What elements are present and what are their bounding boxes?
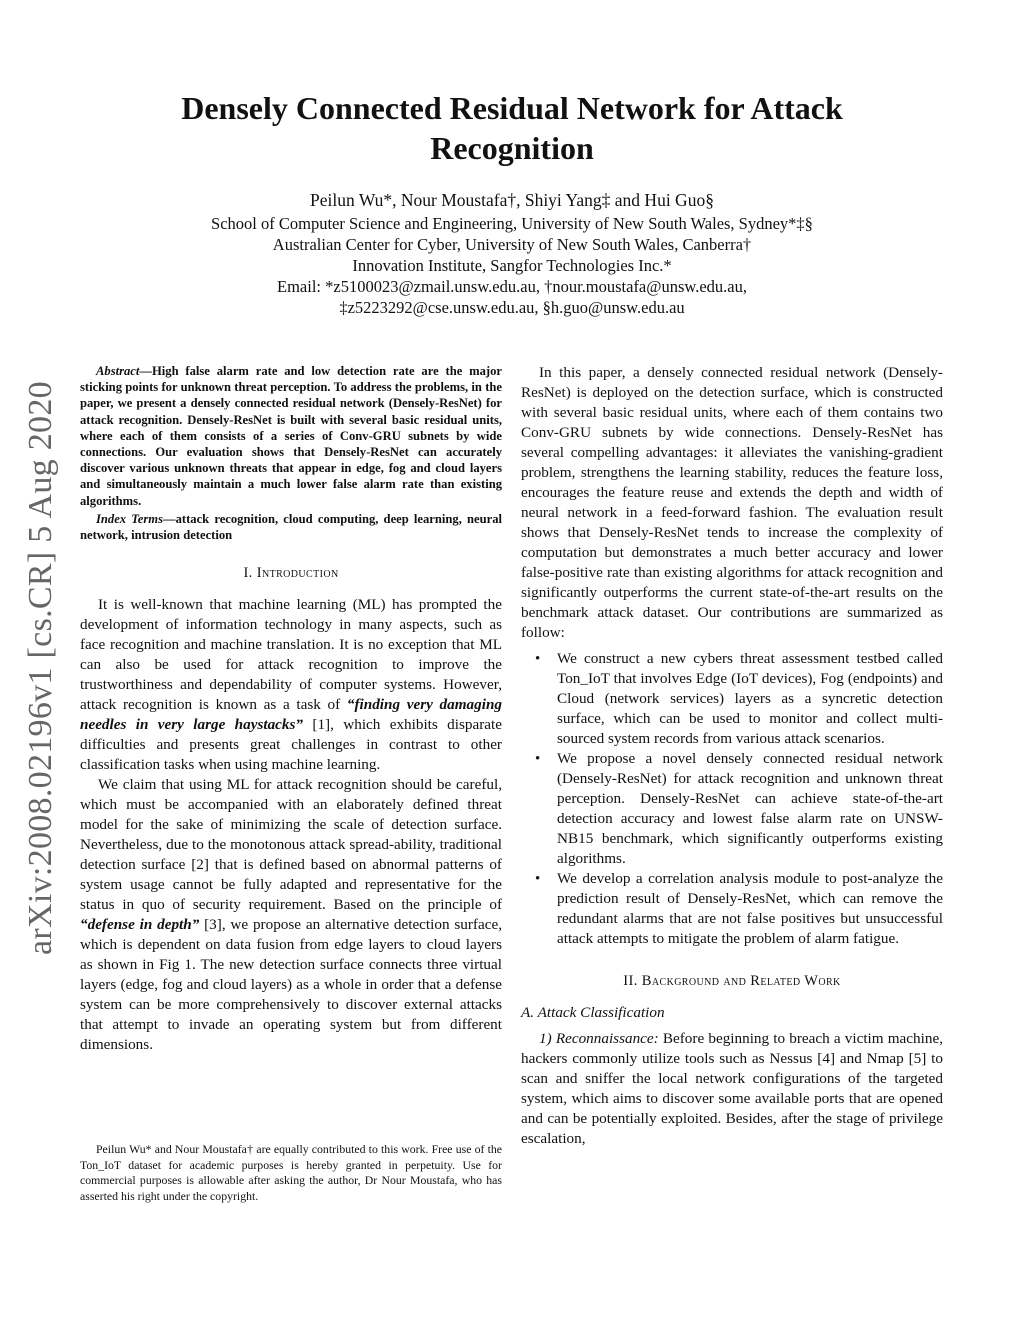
- index-terms-text: —attack recognition, cloud computing, deep learning, neural network, intrusion detection: [80, 511, 503, 543]
- intro-paragraph-2: [80, 775, 502, 1055]
- affiliation-line: Australian Center for Cyber, University of New South Wales, Canberra†: [272, 235, 752, 254]
- email-line: ‡z5223292@cse.unsw.edu.au, §h.guo@unsw.edu.au: [339, 298, 685, 317]
- contribution-intro-paragraph: In this paper, a densely connected residual network (Densely-ResNet) is deployed on the detection surface, which is constructed with several basic residual units, where each of them contains two Conv-GRU subnets by wide connections. Densely-ResNet has several compelling advantages: it alleviates the vanishing-gradient problem, strengthens the learning stability, reduces the feature loss, encourages the feature reuse and extends the depth and width of neural network in a feed-forward fashion. The evaluation result shows that Densely-ResNet tends to increase the complexity of computation but demonstrates a much better accuracy and lower false-positive rate than existing algorithms for attack recognition and significantly outperforms the current state-of-the-art results on the benchmark attack dataset. Our contributions are summarized as follow:: [521, 364, 943, 641]
- intro-paragraph-1: [80, 595, 502, 775]
- list-item-text: We propose a novel densely connected residual network (Densely-ResNet) for attack recognition and unknown threat perception. Densely-ResNet can achieve state-of-the-art detection accuracy and lowest false alarm rate on UNSW-NB15 benchmark, which significantly outperforms existing algorithms.: [557, 750, 943, 867]
- bullet-icon: •: [535, 751, 541, 767]
- list-item: [535, 869, 943, 949]
- text-run: [3], we propose an alternative detection surface, which is dependent on data fusion from edge layers to cloud layers as shown in Fig 1. The new detection surface connects three virtual layers (edge, fog and cloud layers) as a whole in order that a defense system can be more comprehensively to discover external attacks that attempt to invade an operating system but from different dimensions.: [80, 916, 502, 1054]
- reconnaissance-paragraph: [521, 1029, 943, 1149]
- index-terms: [80, 511, 502, 543]
- abstract: [80, 363, 502, 509]
- affiliation-line: School of Computer Science and Engineering, University of New South Wales, Sydney*‡§: [211, 214, 813, 233]
- quote-emphasis: “finding very damaging needles in very large haystacks”: [80, 696, 502, 734]
- subsection-heading: A. Attack Classification: [521, 1004, 665, 1021]
- paper-title: Densely Connected Residual Network for Attack Recognition: [181, 90, 843, 166]
- contributions-list: [521, 649, 943, 949]
- list-item: [535, 649, 943, 749]
- text-run: Before beginning to breach a victim machine, hackers commonly utilize tools such as Nessus [4] and Nmap [5] to scan and sniffer the local network configurations of the targeted system, which aims to discover some available ports that are opened and can be potentially exploited. Besides, after the stage of privilege escalation,: [521, 1030, 943, 1147]
- footnote: Peilun Wu* and Nour Moustafa† are equally contributed to this work. Free use of the Ton_IoT dataset for academic purposes is hereby granted in perpetuity. Use for commercial purposes is allowable after asking the author, Dr Nour Moustafa, who has asserted his right under the copyright.: [80, 1142, 502, 1203]
- right-column: [521, 363, 943, 1149]
- arxiv-watermark: arXiv:2008.02196v1 [cs.CR] 5 Aug 2020: [22, 381, 59, 955]
- affiliation-line: Innovation Institute, Sangfor Technologies Inc.*: [352, 256, 672, 275]
- author-block: [120, 190, 904, 318]
- author-names: Peilun Wu*, Nour Moustafa†, Shiyi Yang‡ and Hui Guo§: [310, 190, 714, 210]
- bullet-icon: •: [535, 871, 541, 887]
- left-column: [80, 363, 502, 1055]
- abstract-text: —High false alarm rate and low detection rate are the major sticking points for unknown threat perception. To address the problems, in the paper, we present a densely connected residual network (Densely-ResNet) for attack recognition. Densely-ResNet is built with several basic residual units, where each of them consists of a series of Conv-GRU subnets by wide connections. Our evaluation shows that Densely-ResNet can accurately discover various unknown threats that appear in edge, fog and cloud layers and simultaneously maintain a much lower false alarm rate than existing algorithms.: [80, 364, 502, 508]
- quote-emphasis: “defense in depth”: [80, 916, 200, 934]
- index-terms-label: Index Terms: [96, 511, 163, 526]
- text-run: [1], which exhibits disparate difficulties and presents great challenges in contrast to other classification tasks when using machine learning.: [80, 716, 502, 774]
- abstract-label: Abstract: [96, 364, 140, 378]
- section-heading-introduction: I. Introduction: [243, 565, 339, 582]
- list-item-text: We develop a correlation analysis module to post-analyze the prediction result of Densely-ResNet, which can remove the redundant alarms that are not false positives but unsuccessful attack attempts to mitigate the problem of alarm fatigue.: [557, 870, 943, 947]
- text-run: It is well-known that machine learning (ML) has prompted the development of information technology in many aspects, such as face recognition and machine translation. It is no exception that ML can also be used for attack recognition to improve the trustworthiness and dependability of computer systems. However, attack recognition is known as a task of: [80, 596, 502, 714]
- bullet-icon: •: [535, 651, 541, 667]
- paragraph-lead: 1) Reconnaissance:: [539, 1030, 659, 1047]
- list-item-text: We construct a new cybers threat assessment testbed called Ton_IoT that involves Edge (IoT devices), Fog (endpoints) and Cloud (network services) layers as a syncretic detection surface, which can be used to monitor and collect multi-sourced system records from various attack scenarios.: [557, 650, 943, 747]
- section-heading-background: II. Background and Related Work: [623, 973, 841, 989]
- email-line: Email: *z5100023@zmail.unsw.edu.au, †nour.moustafa@unsw.edu.au,: [277, 277, 747, 296]
- list-item: [535, 749, 943, 869]
- text-run: We claim that using ML for attack recognition should be careful, which must be accompanied with an elaborately defined threat model for the sake of minimizing the scale of detection surface. Nevertheless, due to the monotonous attack spread-ability, traditional detection surface [2] that is defined based on abnormal patterns of system usage cannot be fully adapted and representative for the status in quo of security requirement. Based on the principle of: [80, 776, 502, 914]
